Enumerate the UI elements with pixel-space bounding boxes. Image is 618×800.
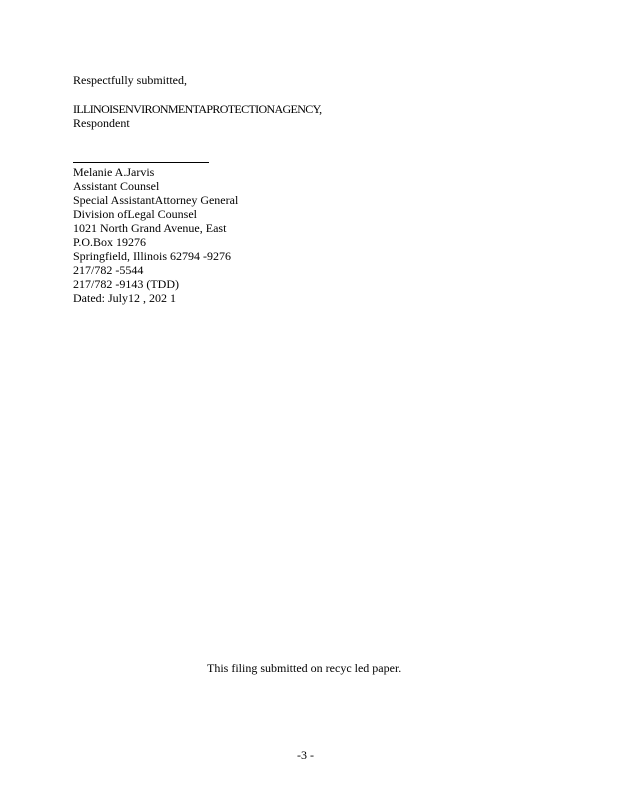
signer-title: Assistant Counsel bbox=[73, 179, 160, 193]
agency-role: Respondent bbox=[73, 116, 130, 130]
city-state-zip: Springfield, Illinois 62794 -9276 bbox=[73, 249, 231, 263]
signature-line bbox=[73, 162, 209, 163]
signature-block bbox=[73, 165, 238, 305]
tdd-number: 217/782 -9143 (TDD) bbox=[73, 277, 179, 291]
street-address: 1021 North Grand Avenue, East bbox=[73, 221, 227, 235]
recycled-paper-note: This filing submitted on recyc led paper. bbox=[207, 661, 402, 675]
agency-name: ILLINOISENVIRONMENTAPROTECTIONAGENCY, bbox=[73, 102, 322, 116]
page-number: -3 - bbox=[297, 748, 314, 762]
phone-number: 217/782 -5544 bbox=[73, 263, 144, 277]
signer-name: Melanie A.Jarvis bbox=[73, 165, 155, 179]
dated-line: Dated: July12 , 202 1 bbox=[73, 291, 176, 305]
division-name: Division ofLegal Counsel bbox=[73, 207, 197, 221]
special-title: Special AssistantAttorney General bbox=[73, 193, 239, 207]
closing-line: Respectfully submitted, bbox=[73, 73, 187, 87]
agency-block bbox=[73, 102, 321, 130]
po-box: P.O.Box 19276 bbox=[73, 235, 147, 249]
